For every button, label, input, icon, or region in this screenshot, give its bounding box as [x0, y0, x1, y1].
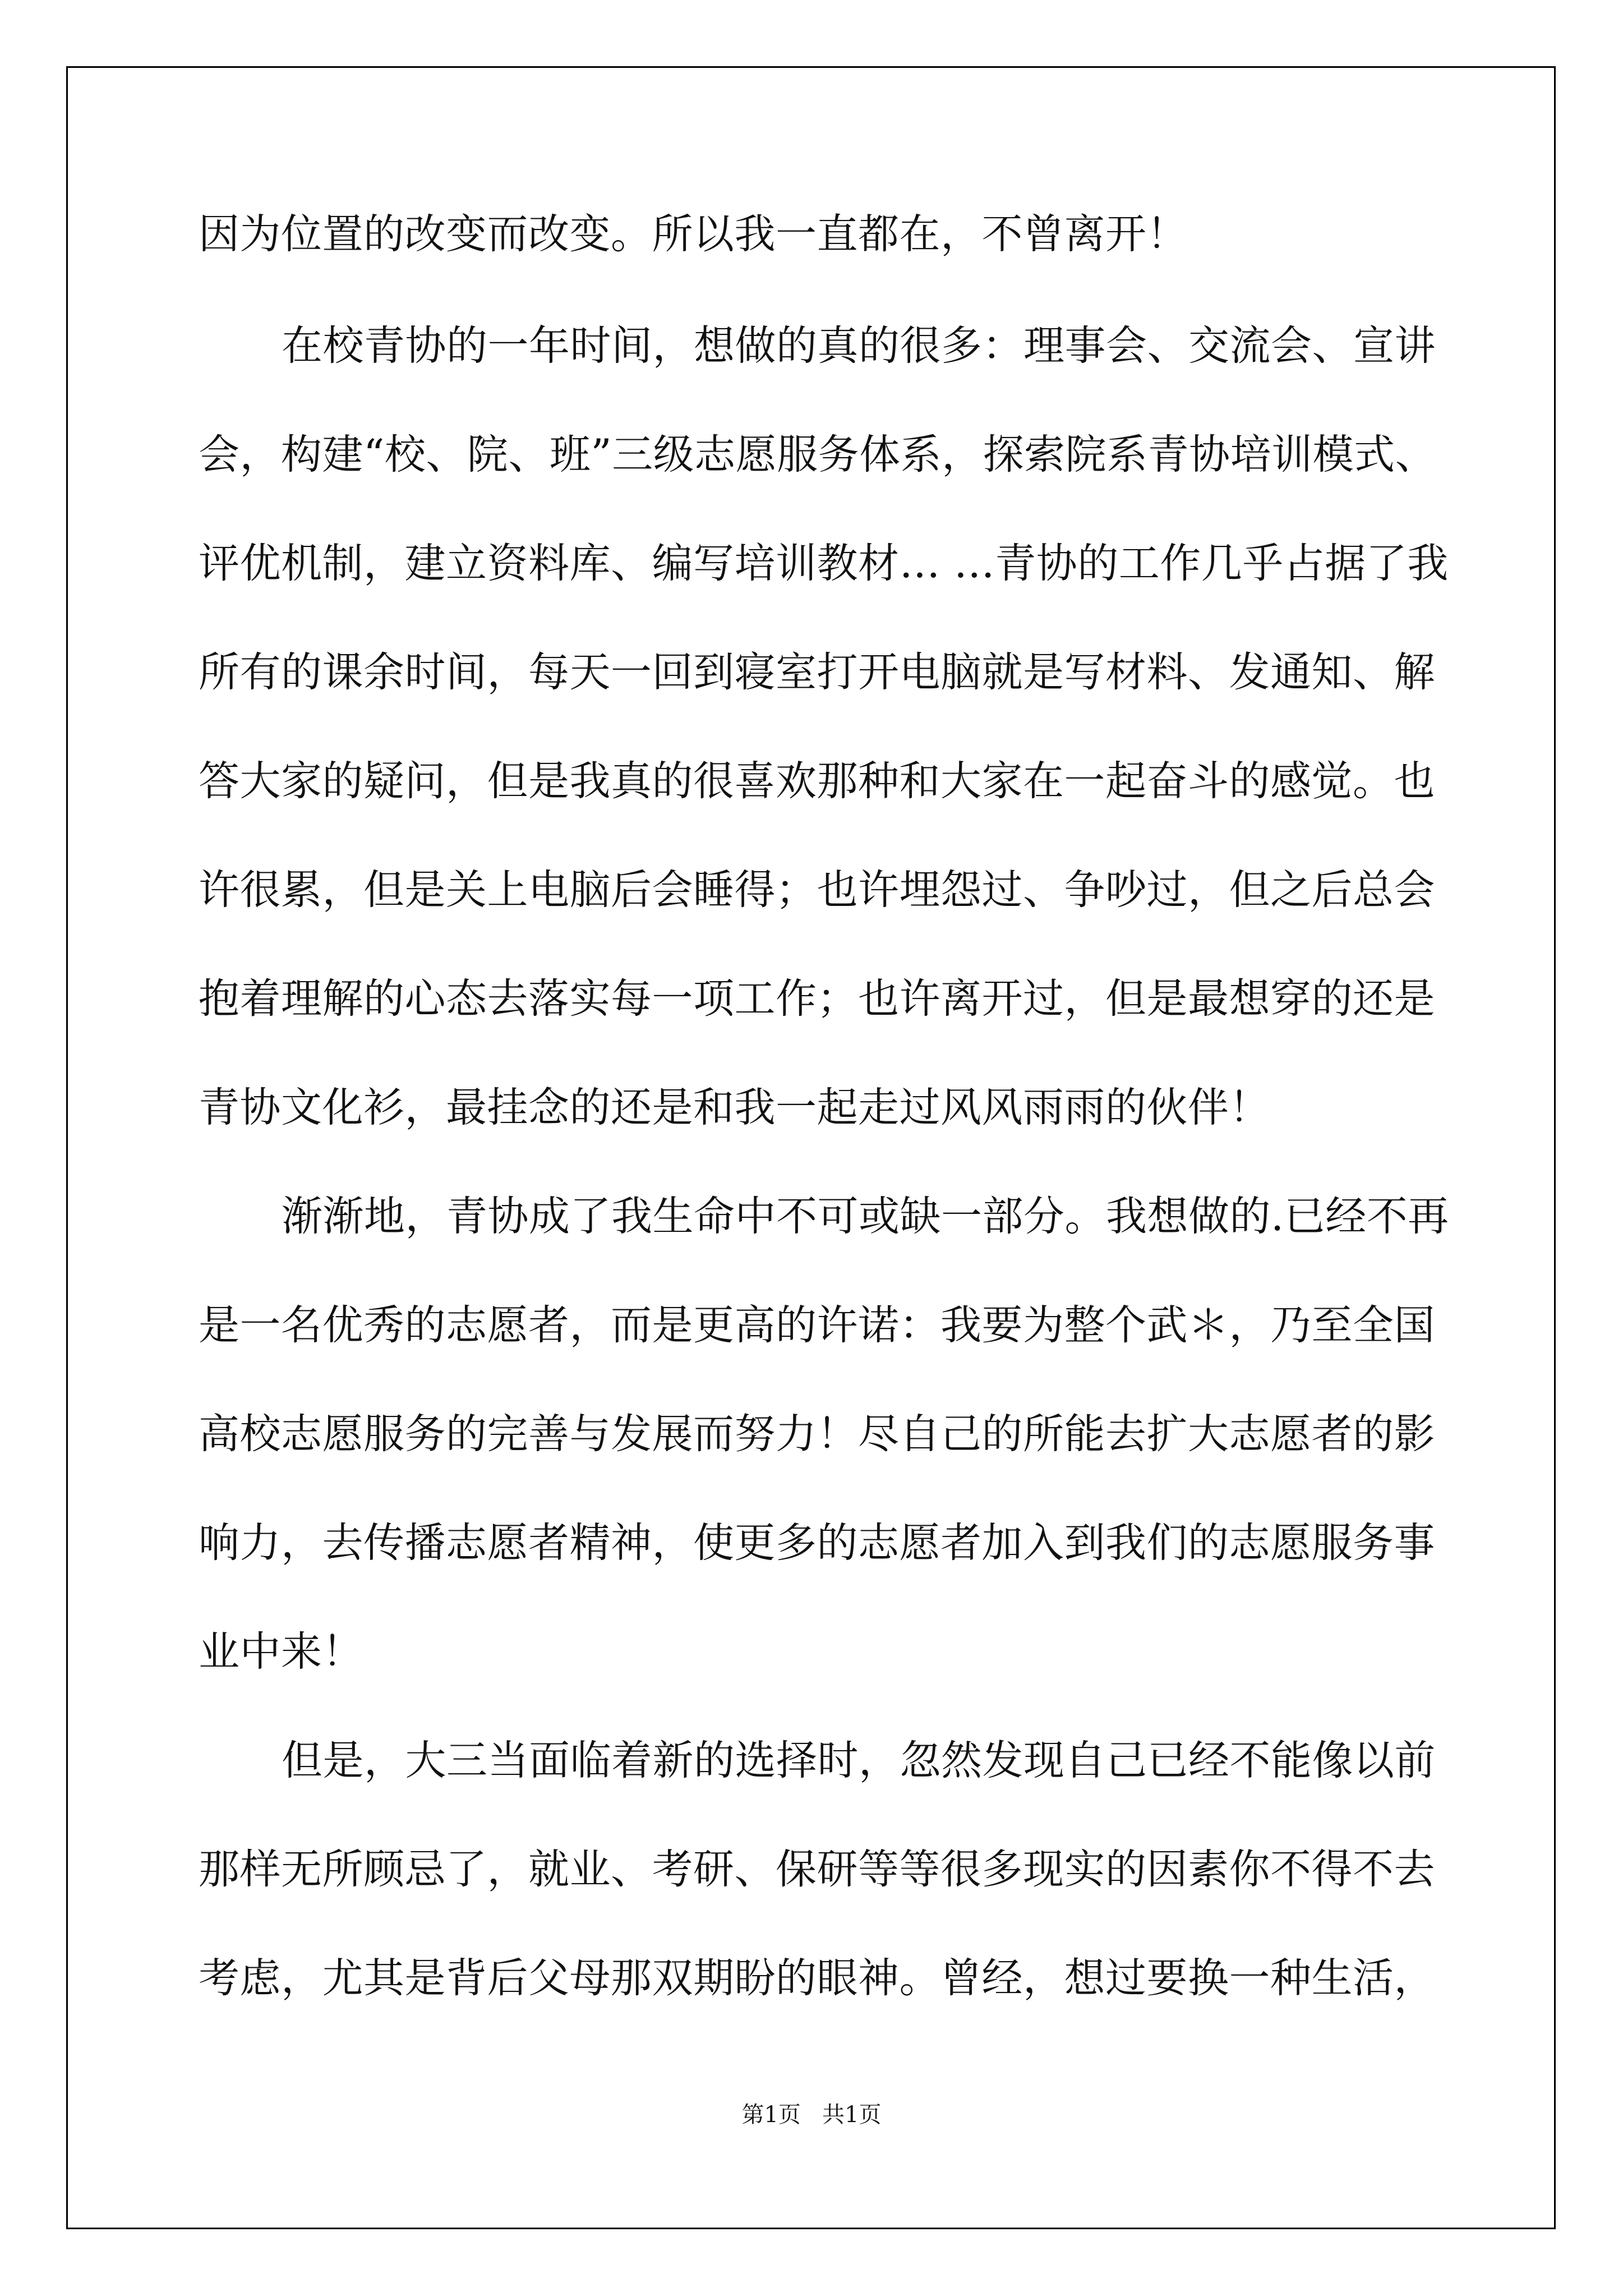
text-line: 高校志愿服务的完善与发展而努力！尽自己的所能去扩大志愿者的影 — [199, 1410, 1435, 1458]
text-line: 答大家的疑问，但是我真的很喜欢那种和大家在一起奋斗的感觉。也 — [199, 757, 1435, 805]
text-line: 因为位置的改变而改变。所以我一直都在，不曾离开！ — [199, 210, 1188, 258]
text-line: 渐渐地，青协成了我生命中不可或缺一部分。我想做的.已经不再 — [282, 1193, 1449, 1240]
page-footer: 第1页 共1页 — [741, 2102, 882, 2128]
text-line: 在校青协的一年时间，想做的真的很多：理事会、交流会、宣讲 — [282, 322, 1436, 370]
text-line: 许很累，但是关上电脑后会睡得；也许埋怨过、争吵过，但之后总会 — [199, 866, 1435, 914]
text-line: 会，构建“校、院、班”三级志愿服务体系，探索院系青协培训模式、 — [199, 431, 1437, 478]
text-line: 那样无所顾忌了，就业、考研、保研等等很多现实的因素你不得不去 — [199, 1846, 1435, 1893]
text-line: 抱着理解的心态去落实每一项工作；也许离开过，但是最想穿的还是 — [199, 975, 1435, 1023]
text-line: 所有的课余时间，每天一回到寝室打开电脑就是写材料、发通知、解 — [199, 648, 1435, 696]
text-line: 是一名优秀的志愿者，而是更高的许诺：我要为整个武＊，乃至全国 — [199, 1301, 1435, 1349]
text-line: 青协文化衫，最挂念的还是和我一起走过风风雨雨的伙伴！ — [199, 1084, 1270, 1131]
text-line: 考虑，尤其是背后父母那双期盼的眼神。曾经，想过要换一种生活， — [199, 1954, 1435, 2002]
text-line: 响力，去传播志愿者精神，使更多的志愿者加入到我们的志愿服务事 — [199, 1519, 1435, 1567]
text-line: 但是，大三当面临着新的选择时，忽然发现自己已经不能像以前 — [282, 1737, 1436, 1784]
text-line: 业中来！ — [199, 1628, 363, 1676]
text-line: 评优机制，建立资料库、编写培训教材… …青协的工作几乎占据了我 — [199, 540, 1449, 587]
